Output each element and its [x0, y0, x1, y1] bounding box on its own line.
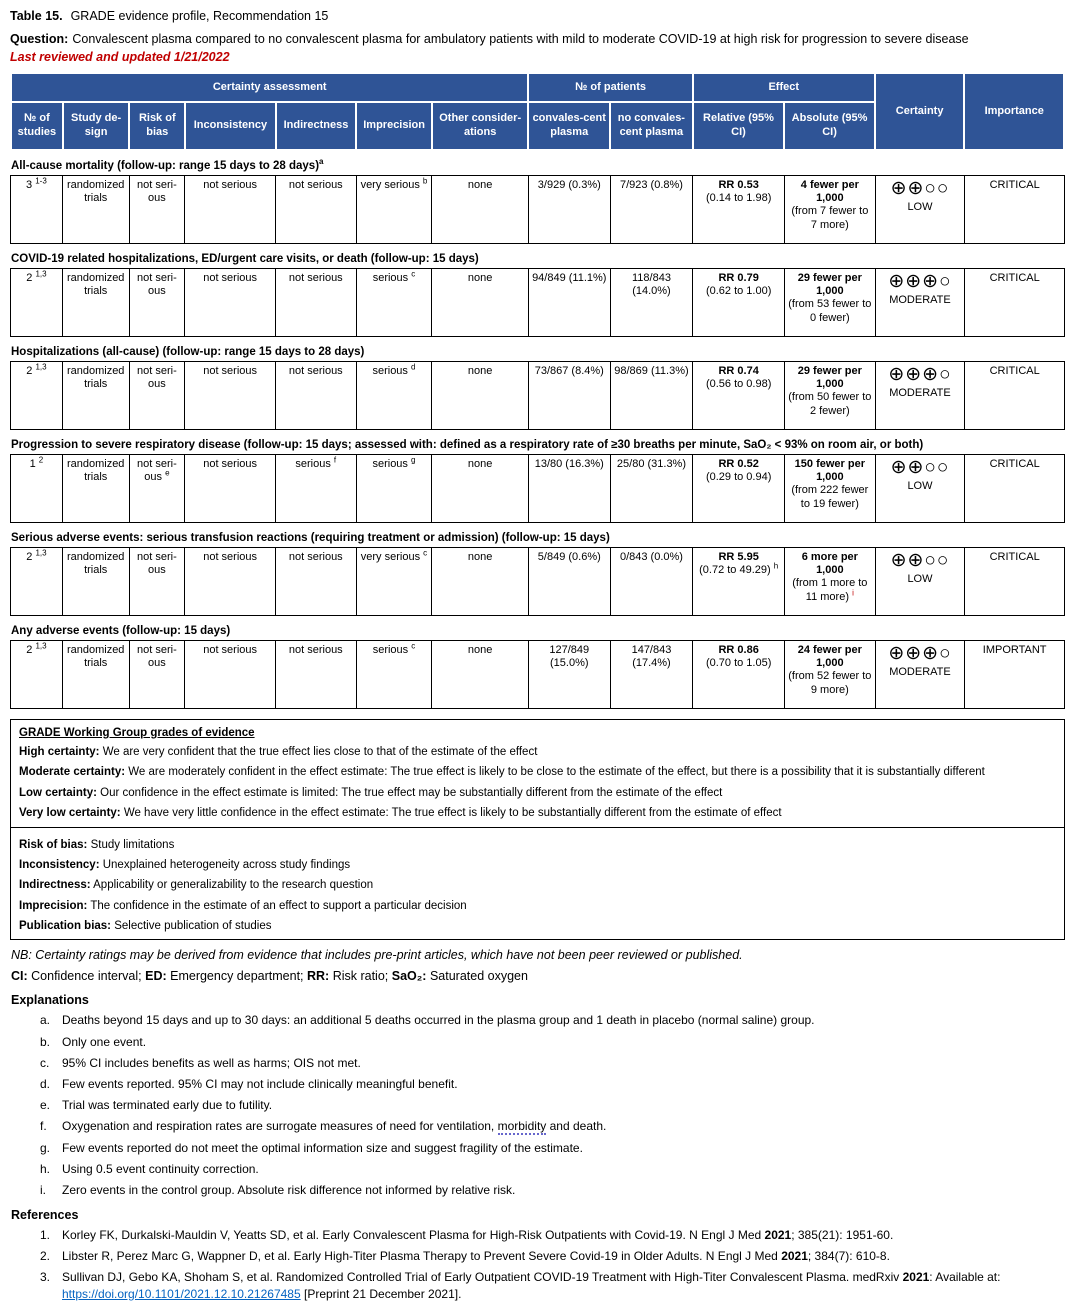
- cell-other-considerations: none: [432, 176, 529, 244]
- cell-relative-effect: RR 0.79 (0.62 to 1.00): [693, 269, 785, 337]
- column-header-imprecision: Imprecision: [356, 102, 432, 150]
- cell-indirectness: not serious: [275, 176, 356, 244]
- cell-design: randomized trials: [62, 269, 129, 337]
- column-header-convalescent-plasma: convales-cent plasma: [528, 102, 610, 150]
- explanation-item: a. Deaths beyond 15 days and up to 30 days: an additional 5 deaths occurred in the plasma group and 1 death in placebo (normal saline) group.: [40, 1013, 815, 1028]
- references-list: [10, 1227, 1065, 1302]
- reference-item: 1. Korley FK, Durkalski-Mauldin V, Yeatts SD, et al. Early Convalescent Plasma for High-Risk Outpatients with Covid-19. N Engl J Med 2021; 385(21): 1951-60.: [40, 1228, 894, 1243]
- cell-convalescent-plasma: 13/80 (16.3%): [528, 455, 610, 523]
- references-heading: References: [11, 1208, 79, 1223]
- cell-convalescent-plasma: 127/849 (15.0%): [528, 641, 610, 709]
- cell-relative-effect: RR 0.74 (0.56 to 0.98): [693, 362, 785, 430]
- cell-risk-of-bias: not seri-ous: [129, 641, 185, 709]
- table-title-text: GRADE evidence profile, Recommendation 15: [70, 9, 329, 23]
- column-header-importance: Importance: [964, 73, 1064, 150]
- factor-note-line: Publication bias: Selective publication of studies: [19, 920, 272, 932]
- reference-item: 3. Sullivan DJ, Gebo KA, Shoham S, et al. Randomized Controlled Trial of Early Outpatient COVID-19 Treatment with High-Titer Convalescent Plasma. medRxiv 2021: Available at: https://doi.org/10.1101/2021.12.10.21267485 [Preprint 21 December 2021].: [40, 1270, 1001, 1301]
- explanation-letter: g.: [40, 1140, 51, 1155]
- cell-risk-of-bias: not seri-ous $^e$: [129, 455, 185, 523]
- cell-studies: 1 $^2$: [11, 455, 63, 523]
- explanation-item: e. Trial was terminated early due to futility.: [40, 1098, 273, 1113]
- cell-imprecision: serious $^g$: [356, 455, 432, 523]
- grade-note-line: Moderate certainty: We are moderately confident in the effect estimate: The true effect is likely to be close to the estimate of the effect, but there is a possibility that it is substantially different: [19, 766, 985, 779]
- cell-studies: 2 $^{1,3}$: [11, 548, 63, 616]
- cell-certainty: [875, 269, 965, 337]
- factor-note-line: Inconsistency: Unexplained heterogeneity across study findings: [19, 858, 351, 871]
- reference-number: 2.: [40, 1249, 51, 1264]
- factor-note-line: Indirectness: Applicability or generalizability to the research question: [19, 879, 374, 892]
- explanation-letter: e.: [40, 1098, 51, 1113]
- cell-importance: CRITICAL: [965, 176, 1065, 244]
- grade-factors-box: [10, 828, 1065, 941]
- reference-number: 3.: [40, 1270, 51, 1285]
- abbreviation: RR: Risk ratio;: [307, 969, 392, 984]
- grade-note-line: Very low certainty: We have very little confidence in the effect estimate: The true effect is likely to be substantially different from the estimate of effect: [19, 807, 782, 820]
- column-header-risk-of-bias: Risk of bias: [129, 102, 185, 150]
- outcome-section: [10, 439, 1065, 523]
- explanation-item: h. Using 0.5 event continuity correction.: [40, 1161, 259, 1176]
- cell-other-considerations: none: [432, 269, 529, 337]
- nb-note: NB: Certainty ratings may be derived from evidence that includes pre-print articles, which have not been peer reviewed or published.: [11, 948, 743, 963]
- cell-imprecision: serious $^d$: [356, 362, 432, 430]
- outcome-label: Any adverse events (follow-up: 15 days): [11, 625, 231, 637]
- explanation-item: i. Zero events in the control group. Absolute risk difference not informed by relative risk.: [40, 1182, 516, 1197]
- explanations-heading: Explanations: [11, 993, 89, 1008]
- question-text: Convalescent plasma compared to no convalescent plasma for ambulatory patients with mild to moderate COVID-19 at high risk for progression to severe disease: [72, 32, 969, 46]
- cell-convalescent-plasma: 73/867 (8.4%): [528, 362, 610, 430]
- cell-inconsistency: not serious: [185, 176, 276, 244]
- outcome-row-table: [10, 268, 1065, 337]
- outcome-label: Hospitalizations (all-cause) (follow-up: range 15 days to 28 days): [11, 346, 365, 358]
- outcome-sections: [10, 157, 1065, 709]
- grade-note-line: High certainty: We are very confident that the true effect lies close to that of the estimate of the effect: [19, 746, 538, 758]
- explanation-item: f. Oxygenation and respiration rates are surrogate measures of need for ventilation, morbidity and death.: [40, 1119, 607, 1134]
- certainty-symbols: ⊕⊕○○: [890, 550, 950, 571]
- table-number-label: Table 15.: [10, 9, 63, 23]
- certainty-level: MODERATE: [889, 665, 951, 678]
- outcome-label: COVID-19 related hospitalizations, ED/urgent care visits, or death (follow-up: 15 days): [11, 253, 479, 265]
- cell-no-convalescent-plasma: 7/923 (0.8%): [610, 176, 693, 244]
- cell-imprecision: very serious $^b$: [356, 176, 432, 244]
- column-header-inconsistency: Inconsistency: [185, 102, 276, 150]
- cell-design: randomized trials: [62, 176, 129, 244]
- table-row: [11, 362, 1065, 430]
- grade-note-line: Low certainty: Our confidence in the effect estimate is limited: The true effect may be substantially different from the estimate of the effect: [19, 786, 723, 799]
- cell-inconsistency: not serious: [185, 362, 276, 430]
- group-header-patients: № of patients: [528, 73, 692, 102]
- column-header-other-considerations: Other consider-ations: [432, 102, 529, 150]
- column-header-studies: № of studies: [11, 102, 63, 150]
- cell-importance: IMPORTANT: [965, 641, 1065, 709]
- cell-importance: CRITICAL: [965, 548, 1065, 616]
- certainty-symbols: ⊕⊕⊕○: [888, 643, 952, 664]
- table-row: [11, 269, 1065, 337]
- doi-link[interactable]: https://doi.org/10.1101/2021.12.10.21267485: [62, 1286, 301, 1301]
- outcome-footnote-marker: a: [319, 157, 324, 167]
- cell-absolute-effect: 29 fewer per 1,000 (from 50 fewer to 2 fewer): [785, 362, 876, 430]
- abbreviation: SaO₂: Saturated oxygen: [391, 969, 528, 984]
- column-header-design: Study de-sign: [63, 102, 130, 150]
- outcome-label: All-cause mortality (follow-up: range 15 days to 28 days)$^a$: [11, 157, 324, 172]
- question-line: [10, 32, 1065, 46]
- cell-inconsistency: not serious: [185, 548, 276, 616]
- cell-inconsistency: not serious: [185, 641, 276, 709]
- abbreviations-line: [11, 969, 1065, 983]
- cell-absolute-effect: 29 fewer per 1,000 (from 53 fewer to 0 fewer): [785, 269, 876, 337]
- outcome-section: [10, 532, 1065, 616]
- cell-design: randomized trials: [62, 548, 129, 616]
- table-row: [11, 176, 1065, 244]
- cell-absolute-effect: 4 fewer per 1,000 (from 7 fewer to 7 more): [785, 176, 876, 244]
- certainty-symbols: ⊕⊕○○: [890, 457, 950, 478]
- certainty-level: MODERATE: [889, 386, 951, 399]
- certainty-level: LOW: [907, 200, 933, 213]
- cell-importance: CRITICAL: [965, 269, 1065, 337]
- cell-risk-of-bias: not seri-ous: [129, 548, 185, 616]
- table-row: [11, 455, 1065, 523]
- explanation-letter: i.: [40, 1182, 46, 1197]
- abbreviation: ED: Emergency department;: [145, 969, 307, 984]
- cell-other-considerations: none: [432, 548, 529, 616]
- explanation-item: d. Few events reported. 95% CI may not include clinically meaningful benefit.: [40, 1076, 458, 1091]
- cell-no-convalescent-plasma: 25/80 (31.3%): [610, 455, 693, 523]
- explanations-list: [10, 1012, 1065, 1198]
- cell-imprecision: very serious $^c$: [356, 548, 432, 616]
- cell-relative-effect: RR 0.53 (0.14 to 1.98): [693, 176, 785, 244]
- explanation-letter: f.: [40, 1119, 47, 1134]
- reference-item: 2. Libster R, Perez Marc G, Wappner D, et al. Early High-Titer Plasma Therapy to Prevent Severe Covid-19 in Older Adults. N Engl J Med 2021; 384(7): 610-8.: [40, 1249, 890, 1264]
- cell-inconsistency: not serious: [185, 455, 276, 523]
- cell-certainty: [875, 641, 965, 709]
- cell-no-convalescent-plasma: 0/843 (0.0%): [610, 548, 693, 616]
- cell-certainty: [875, 548, 965, 616]
- outcome-row-table: [10, 547, 1065, 616]
- outcome-section: [10, 253, 1065, 337]
- factor-note-line: Imprecision: The confidence in the estimate of an effect to support a particular decision: [19, 899, 467, 912]
- reference-number: 1.: [40, 1228, 51, 1243]
- cell-risk-of-bias: not seri-ous: [129, 362, 185, 430]
- certainty-symbols: ⊕⊕⊕○: [888, 364, 952, 385]
- cell-absolute-effect: 6 more per 1,000 (from 1 more to 11 more) $^i$: [785, 548, 876, 616]
- explanation-item: g. Few events reported do not meet the optimal information size and suggest fragility of the estimate.: [40, 1140, 583, 1155]
- column-header-certainty: Certainty: [875, 73, 965, 150]
- grade-grades-heading: GRADE Working Group grades of evidence: [19, 727, 255, 739]
- column-header-absolute: Absolute (95% CI): [784, 102, 875, 150]
- cell-relative-effect: RR 0.86 (0.70 to 1.05): [693, 641, 785, 709]
- cell-inconsistency: not serious: [185, 269, 276, 337]
- cell-other-considerations: none: [432, 641, 529, 709]
- column-header-relative: Relative (95% CI): [693, 102, 785, 150]
- explanation-letter: c.: [40, 1055, 50, 1070]
- cell-convalescent-plasma: 94/849 (11.1%): [528, 269, 610, 337]
- explanation-letter: d.: [40, 1076, 51, 1091]
- certainty-level: LOW: [907, 479, 933, 492]
- cell-no-convalescent-plasma: 98/869 (11.3%): [610, 362, 693, 430]
- outcome-section: [10, 625, 1065, 709]
- outcome-row-table: [10, 175, 1065, 244]
- cell-studies: 2 $^{1,3}$: [11, 269, 63, 337]
- spellcheck-underlined-word: morbidity: [497, 1119, 547, 1134]
- cell-certainty: [875, 176, 965, 244]
- cell-indirectness: not serious: [275, 269, 356, 337]
- grade-table-header: [10, 72, 1065, 151]
- cell-studies: 2 $^{1,3}$: [11, 362, 63, 430]
- cell-no-convalescent-plasma: 147/843 (17.4%): [610, 641, 693, 709]
- column-header-indirectness: Indirectness: [276, 102, 357, 150]
- outcome-section: [10, 346, 1065, 430]
- cell-other-considerations: none: [432, 455, 529, 523]
- explanation-letter: h.: [40, 1161, 51, 1176]
- grade-grades-box: [10, 719, 1065, 828]
- cell-design: randomized trials: [62, 455, 129, 523]
- cell-indirectness: not serious: [275, 548, 356, 616]
- certainty-level: MODERATE: [889, 293, 951, 306]
- question-label: Question:: [10, 32, 69, 46]
- last-reviewed-note: Last reviewed and updated 1/21/2022: [10, 50, 230, 64]
- cell-importance: CRITICAL: [965, 362, 1065, 430]
- cell-other-considerations: none: [432, 362, 529, 430]
- column-header-no-convalescent-plasma: no convales-cent plasma: [610, 102, 693, 150]
- group-header-certainty-assessment: Certainty assessment: [11, 73, 528, 102]
- cell-indirectness: not serious: [275, 362, 356, 430]
- cell-absolute-effect: 150 fewer per 1,000 (from 222 fewer to 19 fewer): [785, 455, 876, 523]
- cell-importance: CRITICAL: [965, 455, 1065, 523]
- outcome-label: Progression to severe respiratory disease (follow-up: 15 days; assessed with: defined as a respiratory rate of ≥30 breaths per minute, SaO₂ < 93% on room air, or both): [11, 439, 924, 451]
- cell-relative-effect: RR 5.95 (0.72 to 49.29) $^h$: [693, 548, 785, 616]
- outcome-row-table: [10, 640, 1065, 709]
- cell-no-convalescent-plasma: 118/843 (14.0%): [610, 269, 693, 337]
- outcome-row-table: [10, 454, 1065, 523]
- cell-imprecision: serious $^c$: [356, 641, 432, 709]
- cell-certainty: [875, 455, 965, 523]
- cell-certainty: [875, 362, 965, 430]
- explanation-item: b. Only one event.: [40, 1034, 147, 1049]
- cell-design: randomized trials: [62, 362, 129, 430]
- certainty-symbols: ⊕⊕○○: [890, 178, 950, 199]
- cell-risk-of-bias: not seri-ous: [129, 269, 185, 337]
- cell-convalescent-plasma: 5/849 (0.6%): [528, 548, 610, 616]
- certainty-level: LOW: [907, 572, 933, 585]
- document-title: [10, 9, 1065, 23]
- cell-indirectness: serious $^f$: [275, 455, 356, 523]
- table-row: [11, 641, 1065, 709]
- cell-relative-effect: RR 0.52 (0.29 to 0.94): [693, 455, 785, 523]
- explanation-letter: b.: [40, 1034, 51, 1049]
- certainty-symbols: ⊕⊕⊕○: [888, 271, 952, 292]
- outcome-section: [10, 157, 1065, 244]
- group-header-effect: Effect: [693, 73, 875, 102]
- factor-note-line: Risk of bias: Study limitations: [19, 838, 175, 851]
- explanation-item: c. 95% CI includes benefits as well as harms; OIS not met.: [40, 1055, 361, 1070]
- cell-imprecision: serious $^c$: [356, 269, 432, 337]
- cell-indirectness: not serious: [275, 641, 356, 709]
- outcome-label: Serious adverse events: serious transfusion reactions (requiring treatment or admission) (follow-up: 15 days): [11, 532, 610, 544]
- cell-convalescent-plasma: 3/929 (0.3%): [528, 176, 610, 244]
- outcome-row-table: [10, 361, 1065, 430]
- cell-studies: 2 $^{1,3}$: [11, 641, 63, 709]
- cell-studies: 3 $^{1-3}$: [11, 176, 63, 244]
- table-row: [11, 548, 1065, 616]
- abbreviation: CI: Confidence interval;: [11, 969, 146, 984]
- cell-absolute-effect: 24 fewer per 1,000 (from 52 fewer to 9 more): [785, 641, 876, 709]
- cell-risk-of-bias: not seri-ous: [129, 176, 185, 244]
- cell-design: randomized trials: [62, 641, 129, 709]
- explanation-letter: a.: [40, 1013, 51, 1028]
